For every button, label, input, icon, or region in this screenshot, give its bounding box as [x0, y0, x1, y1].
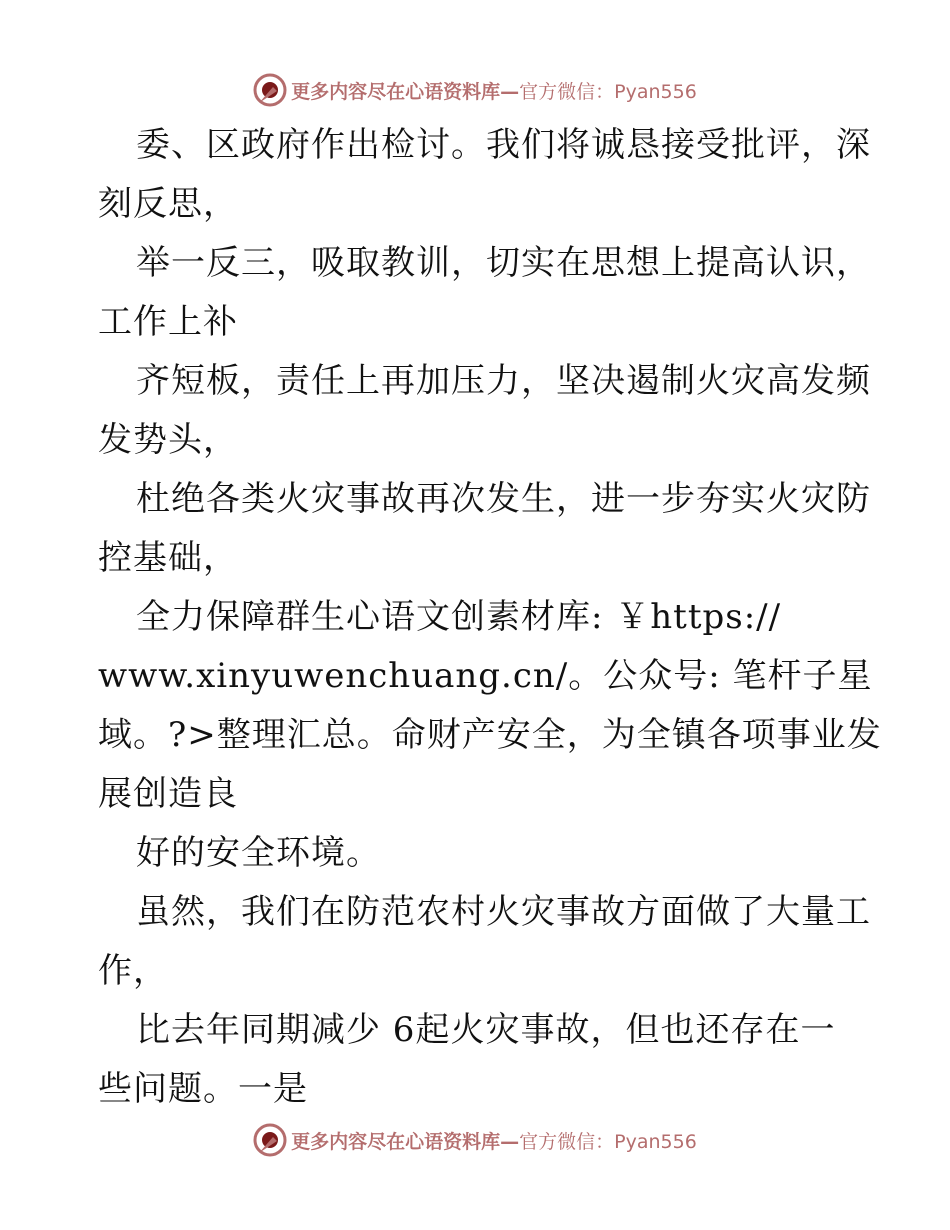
document-body	[98, 116, 882, 1119]
body-line: www.xinyuwenchuang.cn/。公众号: 笔杆子星	[98, 656, 873, 696]
body-line: 比去年同期减少 6起火灾事故，但也还存在一	[136, 1010, 836, 1050]
body-line: 些问题。一是	[98, 1069, 308, 1109]
footer-banner-text: 更多内容尽在心语资料库—	[291, 1130, 520, 1153]
body-line: 委、区政府作出检讨。我们将诚恳接受批评，深	[136, 125, 871, 165]
body-line: 杜绝各类火灾事故再次发生，进一步夯实火灾防	[136, 479, 871, 519]
body-line: 好的安全环境。	[136, 833, 381, 873]
body-line: 刻反思，	[98, 184, 238, 224]
footer-banner	[0, 1120, 950, 1160]
header-banner	[0, 70, 950, 110]
pen-logo-icon	[253, 73, 287, 107]
header-banner-text: 更多内容尽在心语资料库—	[291, 80, 520, 103]
body-line: 控基础，	[98, 538, 238, 578]
body-line: 发势头，	[98, 420, 238, 460]
body-line: 举一反三，吸取教训，切实在思想上提高认识，	[136, 243, 871, 283]
body-line: 虽然，我们在防范农村火灾事故方面做了大量工	[136, 892, 871, 932]
pen-logo-icon	[253, 1123, 287, 1157]
body-line: 域。?>整理汇总。命财产安全，为全镇各项事业发	[98, 715, 882, 755]
body-line: 展创造良	[98, 774, 238, 814]
body-line: 全力保障群生心语文创素材库: ￥https://	[136, 597, 782, 637]
body-line: 作，	[98, 951, 168, 991]
body-line: 齐短板，责任上再加压力，坚决遏制火灾高发频	[136, 361, 871, 401]
body-line: 工作上补	[98, 302, 238, 342]
footer-wechat-text: 官方微信：Pyan556	[519, 1130, 697, 1153]
header-wechat-text: 官方微信：Pyan556	[519, 80, 697, 103]
